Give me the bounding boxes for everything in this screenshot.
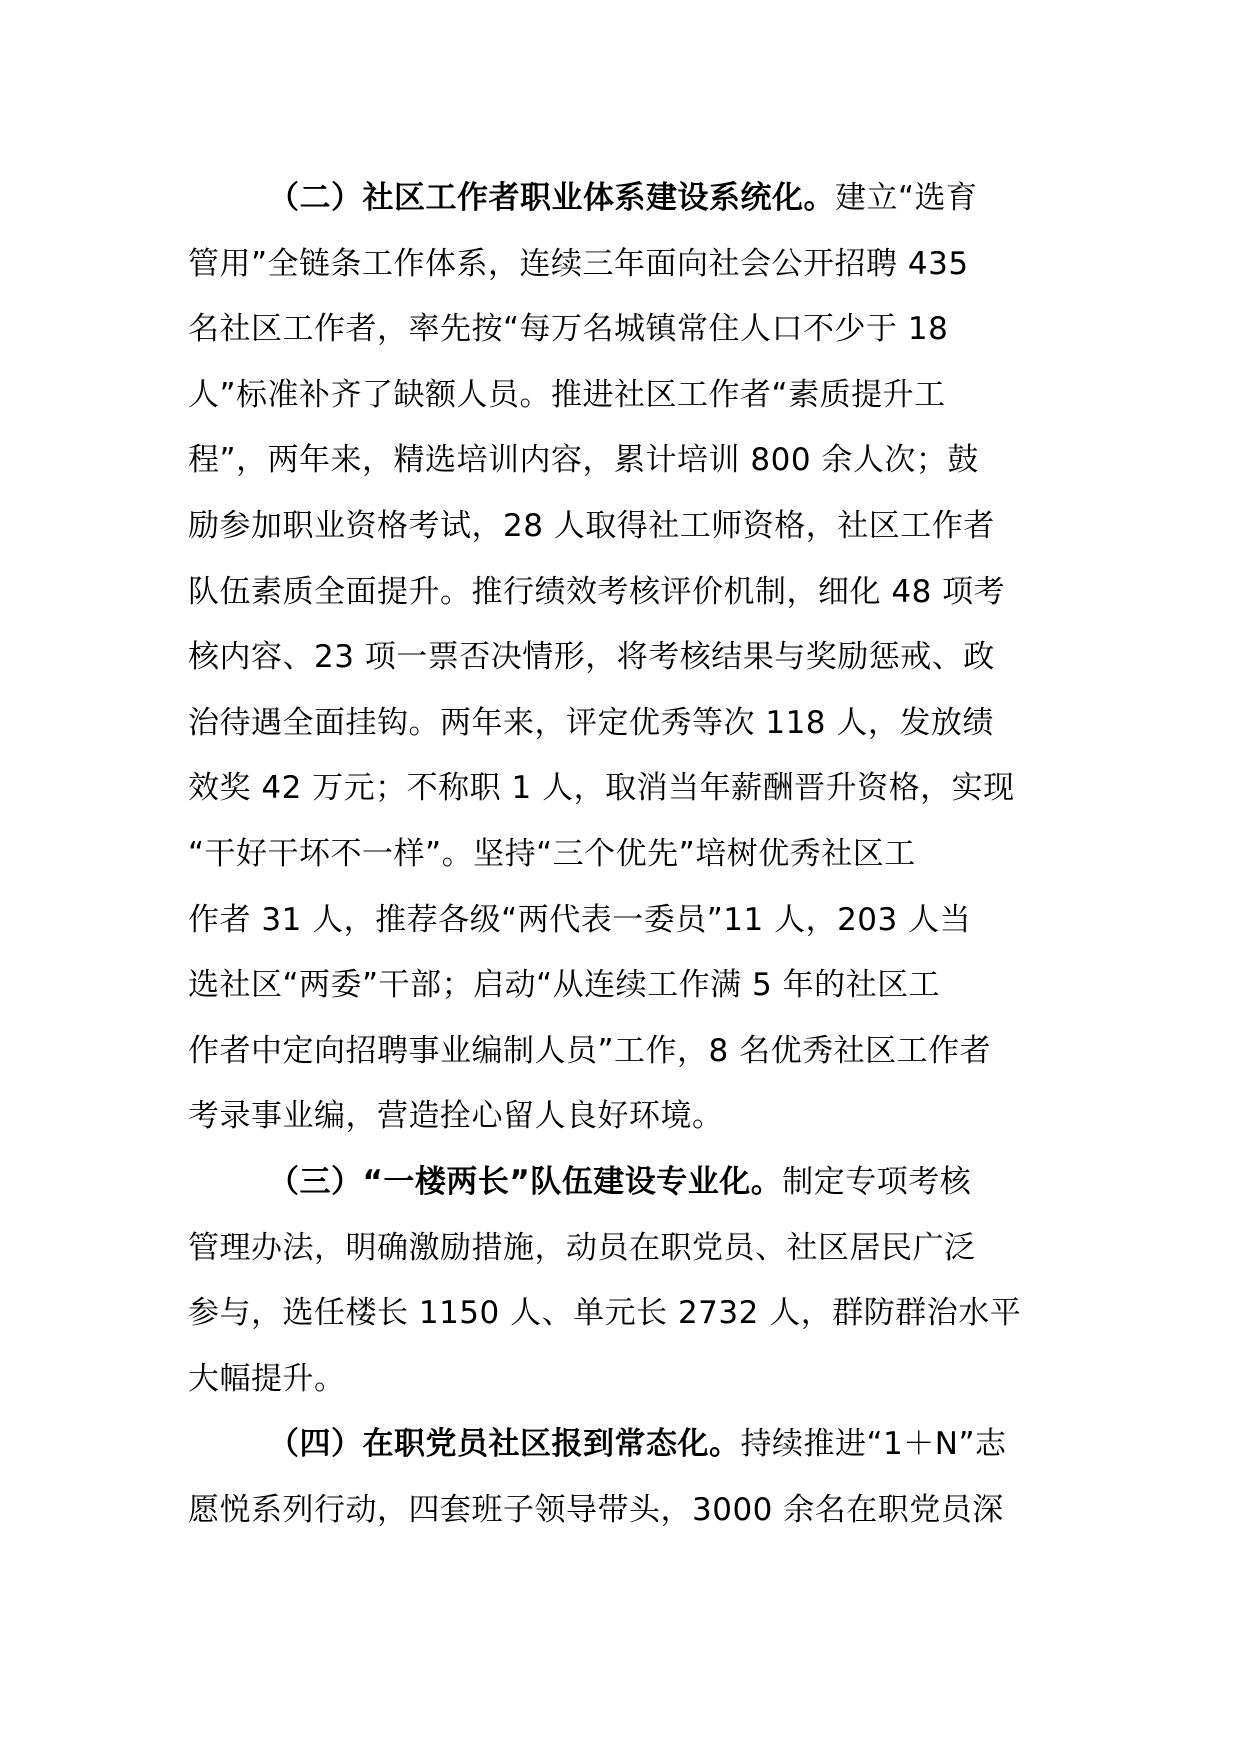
line-text: 效奖 42 万元；不称职 1 人，取消当年薪酬晋升资格，实现 xyxy=(188,770,1015,807)
paragraph-line xyxy=(188,822,1058,888)
line-text: 励参加职业资格考试，28 人取得社工师资格，社区工作者 xyxy=(188,507,995,544)
line-text: 愿悦系列行动，四套班子领导带头，3000 余名在职党员深 xyxy=(188,1491,1004,1528)
line-text: 人”标准补齐了缺额人员。推进社区工作者“素质提升工 xyxy=(188,376,946,413)
line-text: “干好干坏不一样”。坚持“三个优先”培树优秀社区工 xyxy=(188,835,916,872)
line-text: 制定专项考核 xyxy=(782,1163,972,1200)
paragraph-line xyxy=(188,888,1058,954)
paragraph-line xyxy=(188,1150,1058,1216)
paragraph-line xyxy=(188,1281,1058,1347)
line-text: 核内容、23 项一票否决情形，将考核结果与奖励惩戒、政 xyxy=(188,639,995,676)
line-text: 治待遇全面挂钩。两年来，评定优秀等次 118 人，发放绩 xyxy=(188,704,994,741)
line-text: 程”，两年来，精选培训内容，累计培训 800 余人次；鼓 xyxy=(188,442,979,479)
line-text: 大幅提升。 xyxy=(188,1360,346,1397)
paragraph-line xyxy=(188,625,1058,691)
line-text: 名社区工作者，率先按“每万名城镇常住人口不少于 18 xyxy=(188,311,949,348)
line-text: 建立“选育 xyxy=(835,180,978,216)
section-heading: （三）“一楼两长”队伍建设专业化。 xyxy=(268,1163,783,1200)
paragraph-line xyxy=(188,1347,1058,1413)
document-body xyxy=(188,166,1058,1543)
line-text: 作者 31 人，推荐各级“两代表一委员”11 人，203 人当 xyxy=(188,901,972,938)
paragraph-line xyxy=(188,756,1058,822)
line-text: 管理办法，明确激励措施，动员在职党员、社区居民广泛 xyxy=(188,1229,976,1266)
paragraph-line xyxy=(188,363,1058,429)
paragraph-line xyxy=(188,560,1058,626)
paragraph-line xyxy=(188,1412,1058,1478)
paragraph-line xyxy=(188,297,1058,363)
paragraph-line xyxy=(188,1216,1058,1282)
paragraph-line xyxy=(188,1084,1058,1150)
line-text: 持续推进“1＋N”志 xyxy=(740,1426,1007,1463)
paragraph-line xyxy=(188,166,1058,232)
line-text: 作者中定向招聘事业编制人员”工作，8 名优秀社区工作者 xyxy=(188,1032,992,1069)
paragraph-line xyxy=(188,1478,1058,1544)
paragraph-line xyxy=(188,953,1058,1019)
paragraph-line xyxy=(188,494,1058,560)
line-text: 参与，选任楼长 1150 人、单元长 2732 人，群防群治水平 xyxy=(188,1295,1022,1332)
paragraph-line xyxy=(188,232,1058,298)
line-text: 管用”全链条工作体系，连续三年面向社会公开招聘 435 xyxy=(188,245,969,282)
paragraph-line xyxy=(188,1019,1058,1085)
section-heading: （四）在职党员社区报到常态化。 xyxy=(268,1426,741,1463)
paragraph-line xyxy=(188,428,1058,494)
line-text: 选社区“两委”干部；启动“从连续工作满 5 年的社区工 xyxy=(188,967,941,1004)
line-text: 考录事业编，营造拴心留人良好环境。 xyxy=(188,1098,724,1135)
line-text: 队伍素质全面提升。推行绩效考核评价机制，细化 48 项考 xyxy=(188,573,1006,610)
section-heading: （二）社区工作者职业体系建设系统化。 xyxy=(268,180,835,216)
paragraph-line xyxy=(188,691,1058,757)
